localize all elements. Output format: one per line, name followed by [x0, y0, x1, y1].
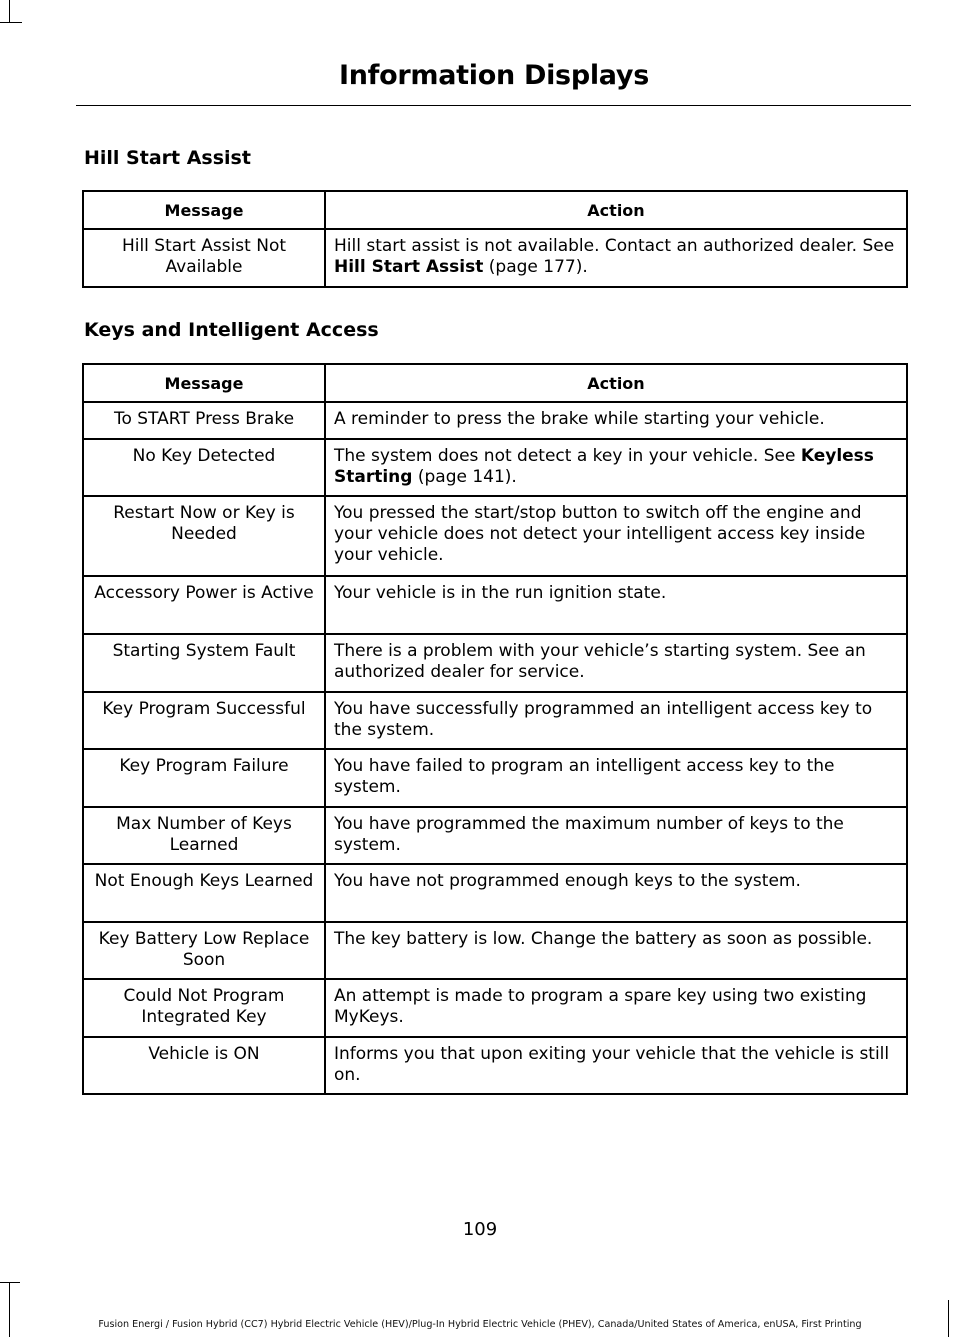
action-text: Hill start assist is not available. Contact an authorized dealer. See: [334, 236, 895, 256]
cross-reference-link[interactable]: Keyless Starting: [334, 446, 874, 487]
message-cell: Max Number of Keys Learned: [83, 807, 325, 864]
footer-text: Fusion Energi / Fusion Hybrid (CC7) Hybrid Electric Vehicle (HEV)/Plug-In Hybrid Electric Vehicle (PHEV), Canada/United States of America, enUSA, First Printing: [98, 1319, 862, 1330]
action-text: A reminder to press the brake while starting your vehicle.: [334, 409, 825, 429]
table-row: [83, 922, 907, 979]
action-text: You have programmed the maximum number of keys to the system.: [334, 814, 844, 855]
table-row: [83, 496, 907, 576]
message-cell: Could Not Program Integrated Key: [83, 979, 325, 1037]
message-cell: To START Press Brake: [83, 402, 325, 439]
table-row: [83, 576, 907, 634]
action-text: The key battery is low. Change the battery as soon as possible.: [334, 929, 873, 949]
page-reference: (page 141).: [412, 467, 517, 487]
table-header-row: [83, 364, 907, 402]
message-cell: Hill Start Assist Not Available: [83, 229, 325, 287]
action-cell: [325, 979, 907, 1037]
page-reference: (page 177).: [483, 257, 588, 277]
action-column-header: Action: [325, 364, 907, 402]
table-row: [83, 229, 907, 287]
table-row: [83, 749, 907, 807]
hill-start-assist-heading: Hill Start Assist: [84, 147, 251, 169]
message-cell: Not Enough Keys Learned: [83, 864, 325, 922]
table-row: [83, 1037, 907, 1094]
cross-reference-link[interactable]: Hill Start Assist: [334, 257, 484, 277]
table-row: [83, 439, 907, 496]
action-cell: [325, 229, 907, 287]
action-cell: [325, 634, 907, 692]
action-text: You have failed to program an intelligent access key to the system.: [334, 756, 835, 797]
page-number: 109: [462, 1219, 498, 1240]
action-cell: [325, 749, 907, 807]
crop-mark: [9, 0, 10, 22]
action-text: You pressed the start/stop button to switch off the engine and your vehicle does not detect your intelligent access key inside your vehicle.: [334, 503, 866, 565]
message-cell: Key Program Failure: [83, 749, 325, 807]
header-divider: [76, 105, 911, 106]
action-cell: [325, 864, 907, 922]
message-cell: No Key Detected: [83, 439, 325, 496]
table-row: [83, 979, 907, 1037]
action-cell: [325, 692, 907, 749]
action-text: Informs you that upon exiting your vehicle that the vehicle is still on.: [334, 1044, 890, 1085]
page-title: Information Displays: [339, 60, 649, 91]
page-header: [0, 60, 960, 91]
action-text: There is a problem with your vehicle’s starting system. See an authorized dealer for service.: [334, 641, 866, 682]
action-cell: [325, 807, 907, 864]
action-cell: [325, 576, 907, 634]
message-cell: Restart Now or Key is Needed: [83, 496, 325, 576]
message-column-header: Message: [83, 364, 325, 402]
table-row: [83, 864, 907, 922]
keys-intelligent-access-table: [82, 363, 908, 1095]
message-cell: Vehicle is ON: [83, 1037, 325, 1094]
message-cell: Accessory Power is Active: [83, 576, 325, 634]
action-cell: [325, 1037, 907, 1094]
message-column-header: Message: [83, 191, 325, 229]
action-column-header: Action: [325, 191, 907, 229]
action-cell: [325, 439, 907, 496]
table-row: [83, 402, 907, 439]
table-row: [83, 634, 907, 692]
message-cell: Key Program Successful: [83, 692, 325, 749]
action-cell: [325, 496, 907, 576]
action-text: An attempt is made to program a spare key using two existing MyKeys.: [334, 986, 867, 1027]
action-text: The system does not detect a key in your vehicle. See: [334, 446, 796, 466]
action-cell: [325, 402, 907, 439]
keys-intelligent-access-heading: Keys and Intelligent Access: [84, 319, 379, 341]
hill-start-assist-table: [82, 190, 908, 288]
message-cell: Starting System Fault: [83, 634, 325, 692]
crop-mark: [0, 22, 22, 23]
crop-mark: [0, 1282, 20, 1283]
action-text: You have successfully programmed an intelligent access key to the system.: [334, 699, 873, 740]
table-header-row: [83, 191, 907, 229]
action-text: You have not programmed enough keys to the system.: [334, 871, 801, 891]
action-cell: [325, 922, 907, 979]
table-row: [83, 807, 907, 864]
table-row: [83, 692, 907, 749]
message-cell: Key Battery Low Replace Soon: [83, 922, 325, 979]
action-text: Your vehicle is in the run ignition state.: [334, 583, 667, 603]
